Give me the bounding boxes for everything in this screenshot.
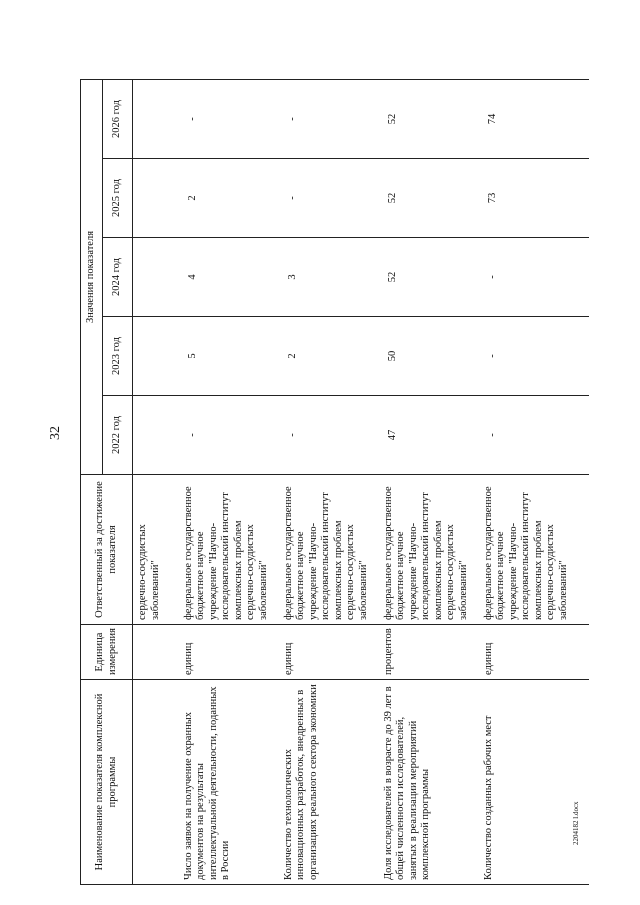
- row-value: -: [279, 396, 379, 475]
- row-value: 52: [379, 80, 479, 159]
- header-name: Наименование показателя комплексной программы: [81, 680, 133, 885]
- row-responsible: федеральное государственное бюджетное научное учреждение "Научно-исследовательский институт комплексных проблем сердечно-сосудистых заболеваний": [479, 475, 589, 625]
- header-year: 2025 год: [103, 159, 133, 238]
- row-value: -: [279, 80, 379, 159]
- table-row: [279, 80, 379, 885]
- rotated-table-sheet: [80, 80, 625, 885]
- row-value: 74: [479, 80, 589, 159]
- continued-responsible: сердечно-сосудистых заболеваний": [133, 475, 179, 625]
- row-value: 52: [379, 159, 479, 238]
- header-year: 2022 год: [103, 396, 133, 475]
- row-responsible: федеральное государственное бюджетное научное учреждение "Научно-исследовательский институт комплексных проблем сердечно-сосудистых заболеваний": [179, 475, 279, 625]
- row-unit: единиц: [179, 625, 279, 680]
- row-value: -: [179, 396, 279, 475]
- header-values-group: Значения показателя: [81, 80, 103, 475]
- row-name: Количество созданных рабочих мест: [479, 680, 589, 885]
- row-unit: процентов: [379, 625, 479, 680]
- table-row: [379, 80, 479, 885]
- row-name: Доля исследователей в возрасте до 39 лет в общей численности исследователей, занятых в реализации мероприятий комплексной программы: [379, 680, 479, 885]
- table-row: [479, 80, 589, 885]
- row-value: 5: [179, 317, 279, 396]
- row-responsible: федеральное государственное бюджетное научное учреждение "Научно-исследовательский институт комплексных проблем сердечно-сосудистых заболеваний": [379, 475, 479, 625]
- row-value: -: [479, 396, 589, 475]
- row-value: 3: [279, 238, 379, 317]
- row-value: 4: [179, 238, 279, 317]
- header-unit: Единица измерения: [81, 625, 133, 680]
- row-value: 73: [479, 159, 589, 238]
- footer-filename: 2204182 l.docx: [572, 801, 580, 845]
- row-value: -: [279, 159, 379, 238]
- indicator-table: [80, 79, 589, 885]
- header-year: 2023 год: [103, 317, 133, 396]
- header-responsible: Ответственный за достижение показателя: [81, 475, 133, 625]
- row-value: 52: [379, 238, 479, 317]
- row-value: 47: [379, 396, 479, 475]
- row-value: -: [479, 238, 589, 317]
- row-value: 2: [279, 317, 379, 396]
- row-unit: единиц: [279, 625, 379, 680]
- row-value: -: [479, 317, 589, 396]
- header-year: 2024 год: [103, 238, 133, 317]
- row-value: 2: [179, 159, 279, 238]
- header-year: 2026 год: [103, 80, 133, 159]
- row-name: Количество технологических инновационных разработок, внедренных в организациях реального сектора экономики: [279, 680, 379, 885]
- row-value: -: [179, 80, 279, 159]
- row-unit: единиц: [479, 625, 589, 680]
- table-row: [179, 80, 279, 885]
- row-responsible: федеральное государственное бюджетное научное учреждение "Научно-исследовательский институт комплексных проблем сердечно-сосудистых заболеваний": [279, 475, 379, 625]
- row-value: 50: [379, 317, 479, 396]
- row-name: Число заявок на получение охранных документов на результаты интеллектуальной деятельности, поданных в России: [179, 680, 279, 885]
- page-number: 32: [48, 426, 63, 440]
